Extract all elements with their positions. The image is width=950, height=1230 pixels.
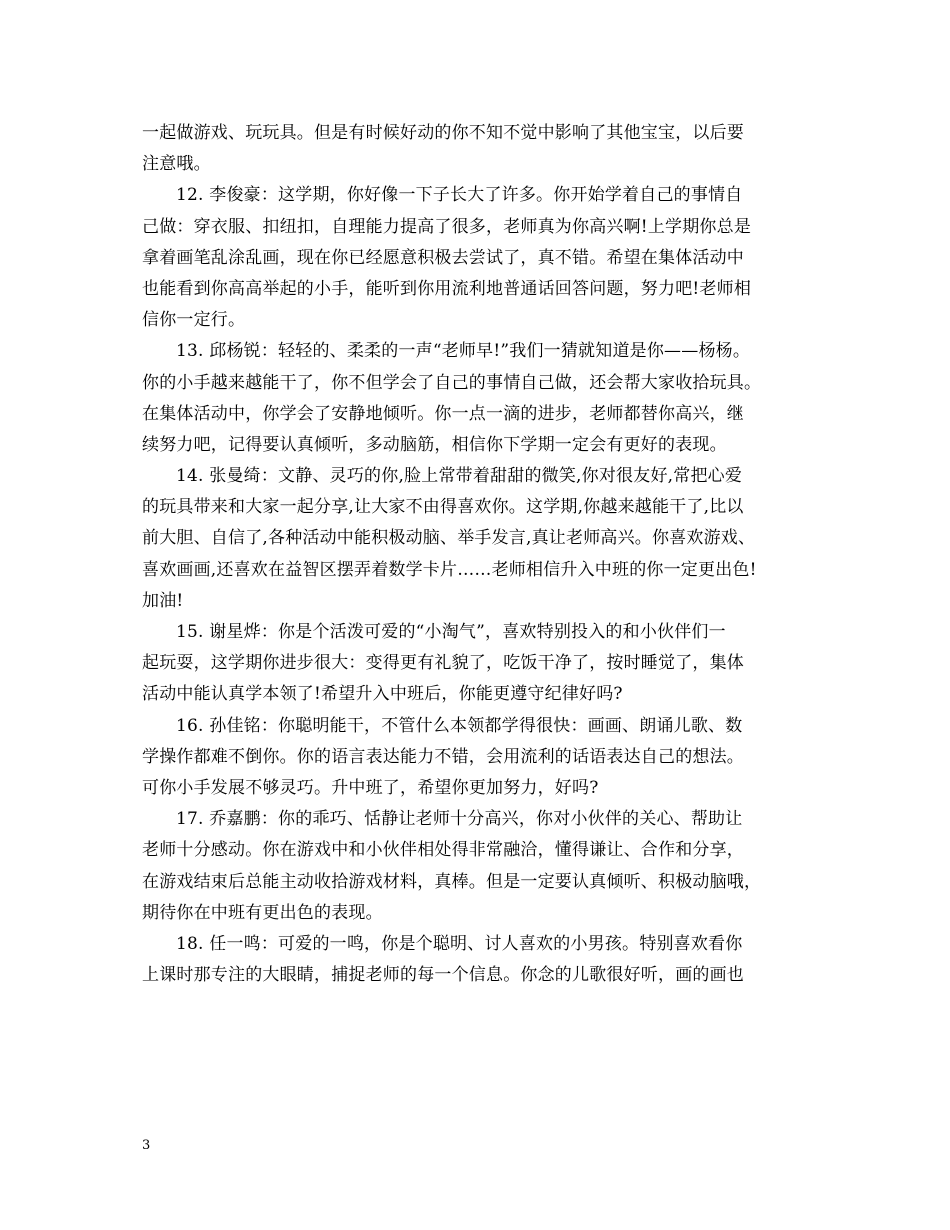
text-line: 活动中能认真学本领了!希望升入中班后，你能更遵守纪律好吗? — [142, 684, 623, 705]
text-line: 在集体活动中，你学会了安静地倾听。你一点一滴的进步，老师都替你高兴，继 — [142, 403, 744, 424]
text-line: 续努力吧，记得要认真倾听，多动脑筋，相信你下学期一定会有更好的表现。 — [142, 434, 727, 455]
text-line: 信你一定行。 — [142, 310, 246, 331]
text-line: 期待你在中班有更出色的表现。 — [142, 902, 383, 923]
paragraph-12-start: 12. 李俊豪：这学期，你好像一下子长大了许多。你开始学着自己的事情自 — [176, 185, 743, 206]
text-line: 注意哦。 — [142, 154, 211, 175]
paragraph-14-start: 14. 张曼绮：文静、灵巧的你,脸上常带着甜甜的微笑,你对很友好,常把心爱 — [176, 466, 743, 487]
text-line: 也能看到你高高举起的小手，能听到你用流利地普通话回答问题，努力吧!老师相 — [142, 278, 752, 299]
text-line: 起玩耍，这学期你进步很大：变得更有礼貌了，吃饭干净了，按时睡觉了，集体 — [142, 653, 744, 674]
text-line: 加油! — [142, 590, 184, 611]
paragraph-18-start: 18. 任一鸣：可爱的一鸣，你是个聪明、讨人喜欢的小男孩。特别喜欢看你 — [176, 933, 743, 954]
paragraph-17-start: 17. 乔嘉鹏：你的乖巧、恬静让老师十分高兴，你对小伙伴的关心、帮助让 — [176, 809, 743, 830]
text-line: 一起做游戏、玩玩具。但是有时候好动的你不知不觉中影响了其他宝宝，以后要 — [142, 123, 744, 143]
text-line: 学操作都难不倒你。你的语言表达能力不错，会用流利的话语表达自己的想法。 — [142, 746, 744, 767]
text-line: 老师十分感动。你在游戏中和小伙伴相处得非常融洽，懂得谦让、合作和分享， — [142, 840, 744, 861]
text-line: 的玩具带来和大家一起分享,让大家不由得喜欢你。这学期,你越来越能干了,比以 — [142, 497, 744, 518]
text-line: 上课时那专注的大眼睛，捕捉老师的每一个信息。你念的儿歌很好听，画的画也 — [142, 965, 744, 986]
document-body — [142, 118, 810, 991]
text-line: 在游戏结束后总能主动收拾游戏材料，真棒。但是一定要认真倾听、积极动脑哦， — [142, 871, 762, 892]
paragraph-15-start: 15. 谢星烨：你是个活泼可爱的“小淘气”，喜欢特别投入的和小伙伴们一 — [176, 622, 726, 642]
text-line: 前大胆、自信了,各种活动中能积极动脑、举手发言,真让老师高兴。你喜欢游戏、 — [142, 528, 756, 549]
text-line: 己做：穿衣服、扣纽扣，自理能力提高了很多，老师真为你高兴啊!上学期你总是 — [142, 216, 752, 237]
paragraph-16-start: 16. 孙佳铭：你聪明能干，不管什么本领都学得很快：画画、朗诵儿歌、数 — [176, 715, 743, 736]
text-line: 喜欢画画,还喜欢在益智区摆弄着数学卡片……老师相信升入中班的你一定更出色! — [142, 559, 757, 580]
text-line: 可你小手发展不够灵巧。升中班了，希望你更加努力，好吗? — [142, 777, 599, 798]
text-line: 你的小手越来越能干了，你不但学会了自己的事情自己做，还会帮大家收拾玩具。 — [142, 372, 762, 393]
paragraph-13-start: 13. 邱杨锐：轻轻的、柔柔的一声“老师早!”我们一猜就知道是你——杨杨。 — [176, 341, 751, 362]
text-line: 拿着画笔乱涂乱画，现在你已经愿意积极去尝试了，真不错。希望在集体活动中 — [142, 247, 744, 268]
page-number: 3 — [142, 1138, 151, 1153]
